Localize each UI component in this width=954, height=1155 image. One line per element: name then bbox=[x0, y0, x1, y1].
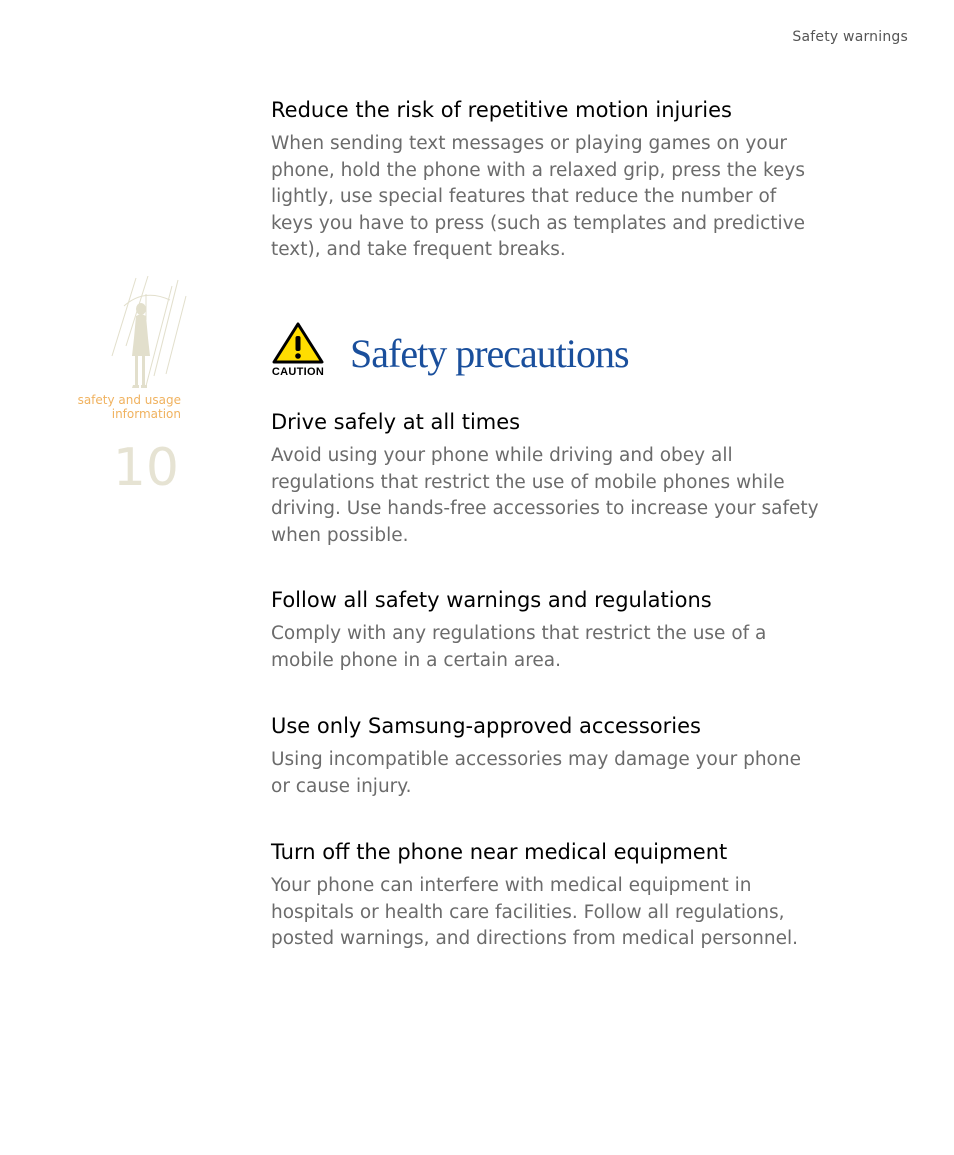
section-approved-accessories bbox=[271, 713, 819, 800]
section-body: Avoid using your phone while driving and obey all regulations that restrict the use of mobile phones while driving. Use hands-free accessories to increase your safety when possible. bbox=[271, 445, 819, 546]
section-body: Comply with any regulations that restrict the use of a mobile phone in a certain area. bbox=[271, 623, 767, 671]
section-body: Using incompatible accessories may damage your phone or cause injury. bbox=[271, 749, 801, 797]
section-safety-warnings bbox=[271, 587, 819, 674]
page-title: Safety precautions bbox=[350, 331, 629, 376]
running-header: Safety warnings bbox=[792, 29, 908, 45]
section-heading: Follow all safety warnings and regulations bbox=[271, 588, 712, 612]
section-drive-safely bbox=[271, 409, 819, 549]
caution-triangle-icon bbox=[270, 322, 326, 366]
section-heading: Use only Samsung-approved accessories bbox=[271, 714, 701, 738]
caution-badge bbox=[270, 322, 330, 380]
section-heading: Drive safely at all times bbox=[271, 410, 521, 434]
caution-label: CAUTION bbox=[271, 366, 325, 378]
section-heading: Reduce the risk of repetitive motion injuries bbox=[271, 98, 732, 122]
section-body: Your phone can interfere with medical equipment in hospitals or health care facilities. Follow all regulations, posted warnings, and directions from medical personnel. bbox=[271, 875, 799, 950]
intro-section bbox=[271, 97, 819, 264]
section-medical-equipment bbox=[271, 839, 819, 953]
section-body: When sending text messages or playing games on your phone, hold the phone with a relaxed grip, press the keys lightly, use special features that reduce the number of keys you have to press (such as templates and predictive text), and take frequent breaks. bbox=[271, 133, 806, 261]
umbrella-woman-illustration bbox=[108, 276, 188, 391]
chapter-label: safety and usage information bbox=[77, 393, 181, 421]
page-number: 10 bbox=[112, 438, 179, 498]
section-heading: Turn off the phone near medical equipment bbox=[271, 840, 728, 864]
